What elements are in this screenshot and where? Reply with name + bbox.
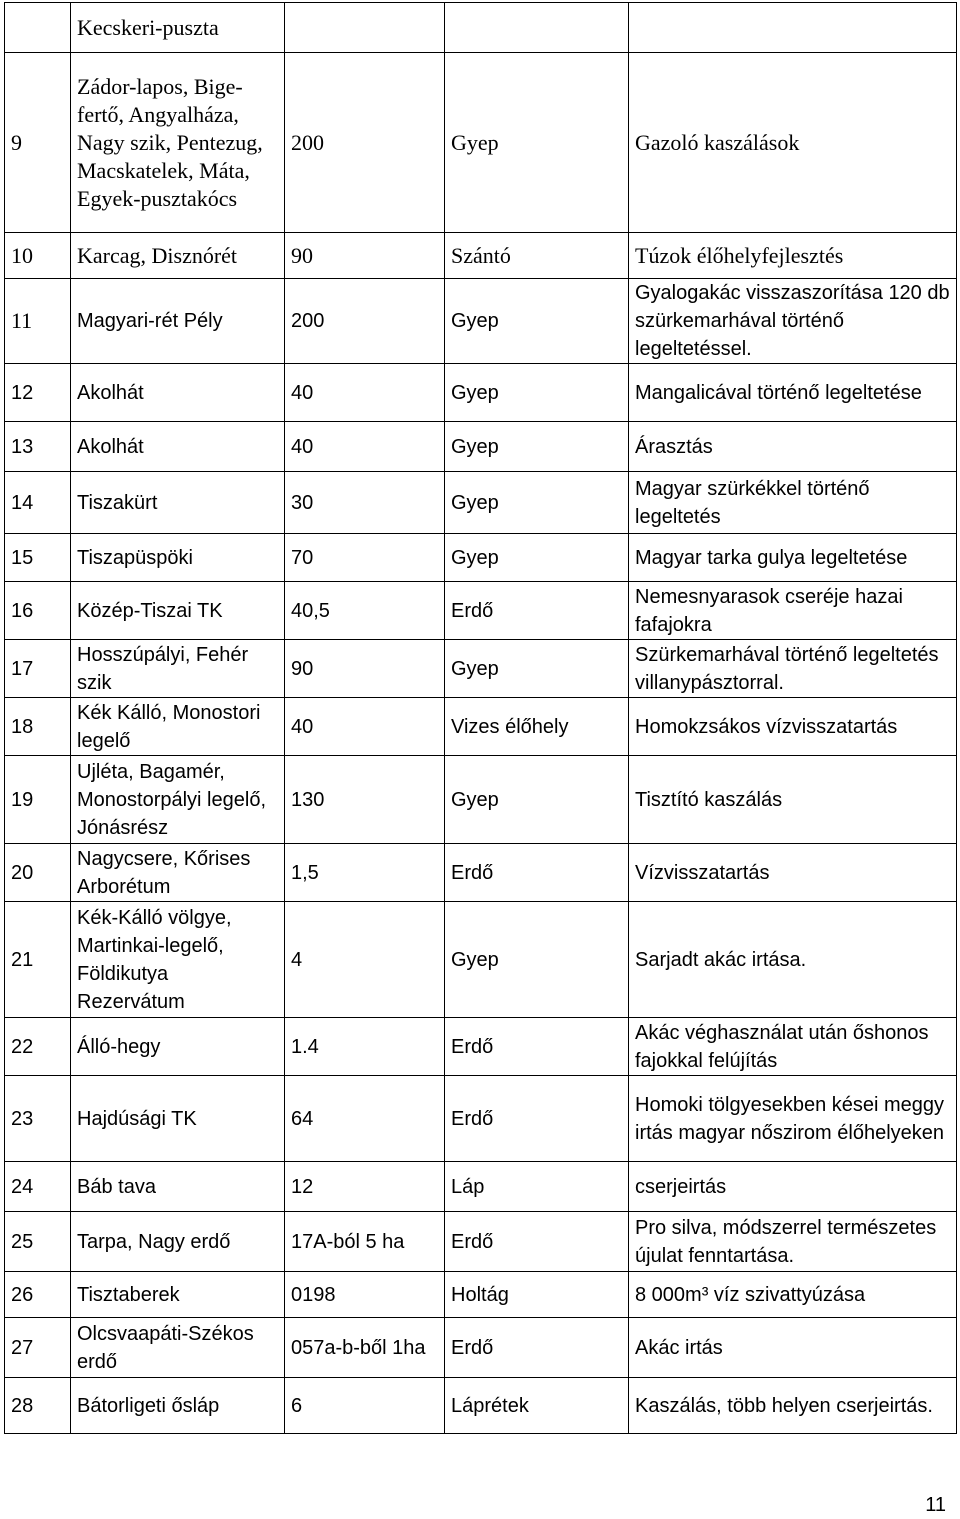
- row-number-cell: 18: [5, 698, 71, 756]
- row-number-cell: 13: [5, 422, 71, 472]
- table-row: [5, 53, 957, 233]
- table-row: [5, 1272, 957, 1318]
- table-row: [5, 3, 957, 53]
- habitat-type-cell: Vizes élőhely: [445, 698, 629, 756]
- area-cell: 40: [285, 422, 445, 472]
- site-name-cell: Akolhát: [71, 422, 285, 472]
- habitat-type-cell: Gyep: [445, 534, 629, 582]
- habitat-type-cell: Gyep: [445, 53, 629, 233]
- row-number-cell: 28: [5, 1378, 71, 1434]
- table-row: [5, 1212, 957, 1272]
- activity-cell: Akác irtás: [629, 1318, 957, 1378]
- sites-table: [4, 2, 957, 1434]
- table-row: [5, 902, 957, 1018]
- site-name-cell: Bátorligeti ősláp: [71, 1378, 285, 1434]
- site-name-cell: Tisztaberek: [71, 1272, 285, 1318]
- area-cell: 64: [285, 1076, 445, 1162]
- activity-cell: cserjeirtás: [629, 1162, 957, 1212]
- row-number-cell: [5, 3, 71, 53]
- activity-cell: Vízvisszatartás: [629, 844, 957, 902]
- table-row: [5, 1378, 957, 1434]
- site-name-cell: Ujléta, Bagamér, Monostorpályi legelő, Jónásrész: [71, 756, 285, 844]
- habitat-type-cell: Erdő: [445, 1318, 629, 1378]
- area-cell: 17A-ból 5 ha: [285, 1212, 445, 1272]
- activity-cell: Túzok élőhelyfejlesztés: [629, 233, 957, 279]
- site-name-cell: Nagycsere, Kőrises Arborétum: [71, 844, 285, 902]
- habitat-type-cell: Erdő: [445, 1212, 629, 1272]
- area-cell: 90: [285, 640, 445, 698]
- habitat-type-cell: Gyep: [445, 756, 629, 844]
- row-number-cell: 9: [5, 53, 71, 233]
- habitat-type-cell: Holtág: [445, 1272, 629, 1318]
- area-cell: 6: [285, 1378, 445, 1434]
- site-name-cell: Álló-hegy: [71, 1018, 285, 1076]
- habitat-type-cell: Gyep: [445, 640, 629, 698]
- area-cell: 130: [285, 756, 445, 844]
- activity-cell: Árasztás: [629, 422, 957, 472]
- row-number-cell: 19: [5, 756, 71, 844]
- site-name-cell: Magyari-rét Pély: [71, 279, 285, 364]
- activity-cell: Szürkemarhával történő legeltetés villanypásztorral.: [629, 640, 957, 698]
- table-row: [5, 1318, 957, 1378]
- habitat-type-cell: Szántó: [445, 233, 629, 279]
- area-cell: 057a-b-ből 1ha: [285, 1318, 445, 1378]
- row-number-cell: 26: [5, 1272, 71, 1318]
- row-number-cell: 21: [5, 902, 71, 1018]
- site-name-cell: Karcag, Disznórét: [71, 233, 285, 279]
- table-row: [5, 1162, 957, 1212]
- table-row: [5, 279, 957, 364]
- activity-cell: Sarjadt akác irtása.: [629, 902, 957, 1018]
- table-row: [5, 844, 957, 902]
- habitat-type-cell: Erdő: [445, 1018, 629, 1076]
- area-cell: 12: [285, 1162, 445, 1212]
- table-row: [5, 534, 957, 582]
- row-number-cell: 24: [5, 1162, 71, 1212]
- row-number-cell: 11: [5, 279, 71, 364]
- site-name-cell: Tiszapüspöki: [71, 534, 285, 582]
- row-number-cell: 14: [5, 472, 71, 534]
- table-row: [5, 698, 957, 756]
- activity-cell: Mangalicával történő legeltetése: [629, 364, 957, 422]
- area-cell: 1.4: [285, 1018, 445, 1076]
- row-number-cell: 10: [5, 233, 71, 279]
- table-row: [5, 472, 957, 534]
- area-cell: 90: [285, 233, 445, 279]
- activity-cell: Homokzsákos vízvisszatartás: [629, 698, 957, 756]
- site-name-cell: Tarpa, Nagy erdő: [71, 1212, 285, 1272]
- page-number: 11: [925, 1494, 946, 1516]
- habitat-type-cell: Gyep: [445, 902, 629, 1018]
- row-number-cell: 23: [5, 1076, 71, 1162]
- area-cell: 200: [285, 53, 445, 233]
- table-row: [5, 364, 957, 422]
- site-name-cell: Báb tava: [71, 1162, 285, 1212]
- area-cell: 40: [285, 364, 445, 422]
- row-number-cell: 15: [5, 534, 71, 582]
- row-number-cell: 17: [5, 640, 71, 698]
- activity-cell: Akác véghasználat után őshonos fajokkal felújítás: [629, 1018, 957, 1076]
- table-row: [5, 756, 957, 844]
- activity-cell: Tisztító kaszálás: [629, 756, 957, 844]
- row-number-cell: 27: [5, 1318, 71, 1378]
- activity-cell: Kaszálás, több helyen cserjeirtás.: [629, 1378, 957, 1434]
- site-name-cell: Kecskeri-puszta: [71, 3, 285, 53]
- activity-cell: Gyalogakác visszaszorítása 120 db szürkemarhával történő legeltetéssel.: [629, 279, 957, 364]
- row-number-cell: 25: [5, 1212, 71, 1272]
- area-cell: 0198: [285, 1272, 445, 1318]
- activity-cell: Gazoló kaszálások: [629, 53, 957, 233]
- area-cell: 200: [285, 279, 445, 364]
- row-number-cell: 22: [5, 1018, 71, 1076]
- table-row: [5, 1076, 957, 1162]
- table-row: [5, 640, 957, 698]
- table-row: [5, 1018, 957, 1076]
- activity-cell: Homoki tölgyesekben kései meggy irtás magyar nőszirom élőhelyeken: [629, 1076, 957, 1162]
- row-number-cell: 16: [5, 582, 71, 640]
- area-cell: 30: [285, 472, 445, 534]
- habitat-type-cell: Erdő: [445, 1076, 629, 1162]
- table-row: [5, 582, 957, 640]
- site-name-cell: Hajdúsági TK: [71, 1076, 285, 1162]
- site-name-cell: Közép-Tiszai TK: [71, 582, 285, 640]
- area-cell: 40: [285, 698, 445, 756]
- table-row: [5, 422, 957, 472]
- habitat-type-cell: Láp: [445, 1162, 629, 1212]
- habitat-type-cell: Gyep: [445, 279, 629, 364]
- habitat-type-cell: Erdő: [445, 844, 629, 902]
- habitat-type-cell: Erdő: [445, 582, 629, 640]
- row-number-cell: 20: [5, 844, 71, 902]
- site-name-cell: Zádor-lapos, Bige-fertő, Angyalháza, Nagy szik, Pentezug, Macskatelek, Máta, Egyek-pusztakócs: [71, 53, 285, 233]
- activity-cell: Nemesnyarasok cseréje hazai fafajokra: [629, 582, 957, 640]
- row-number-cell: 12: [5, 364, 71, 422]
- site-name-cell: Akolhát: [71, 364, 285, 422]
- table-row: [5, 233, 957, 279]
- activity-cell: Magyar tarka gulya legeltetése: [629, 534, 957, 582]
- area-cell: 40,5: [285, 582, 445, 640]
- site-name-cell: Hosszúpályi, Fehér szik: [71, 640, 285, 698]
- habitat-type-cell: Láprétek: [445, 1378, 629, 1434]
- site-name-cell: Kék Kálló, Monostori legelő: [71, 698, 285, 756]
- activity-cell: Magyar szürkékkel történő legeltetés: [629, 472, 957, 534]
- area-cell: 4: [285, 902, 445, 1018]
- site-name-cell: Olcsvaapáti-Székos erdő: [71, 1318, 285, 1378]
- habitat-type-cell: Gyep: [445, 364, 629, 422]
- site-name-cell: Tiszakürt: [71, 472, 285, 534]
- site-name-cell: Kék-Kálló völgye, Martinkai-legelő, Földikutya Rezervátum: [71, 902, 285, 1018]
- activity-cell: Pro silva, módszerrel természetes újulat fenntartása.: [629, 1212, 957, 1272]
- area-cell: 1,5: [285, 844, 445, 902]
- habitat-type-cell: Gyep: [445, 422, 629, 472]
- habitat-type-cell: Gyep: [445, 472, 629, 534]
- activity-cell: 8 000m³ víz szivattyúzása: [629, 1272, 957, 1318]
- area-cell: 70: [285, 534, 445, 582]
